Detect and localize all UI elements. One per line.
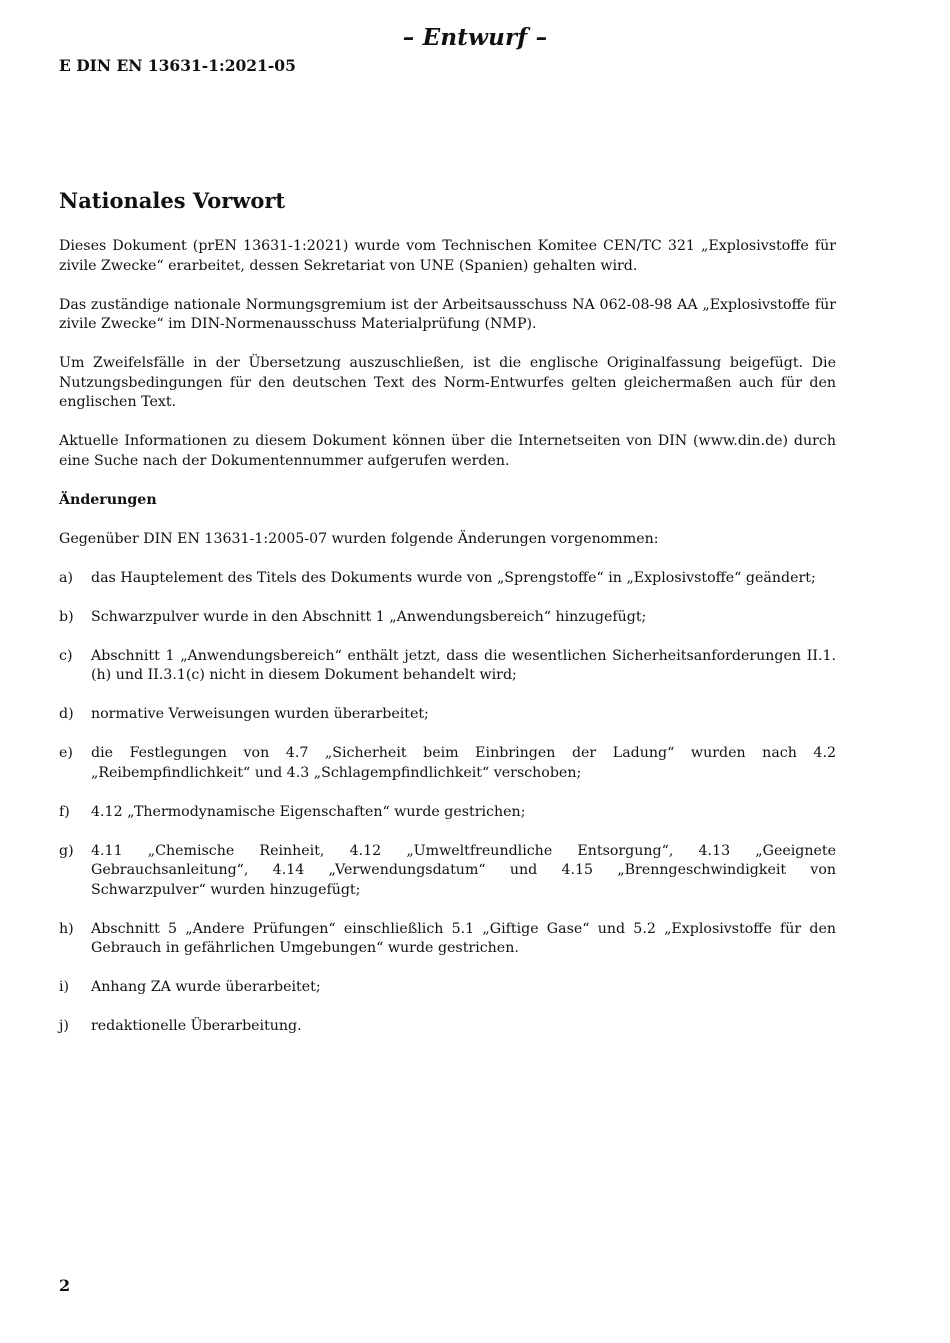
list-item-text: normative Verweisungen wurden überarbeitet; — [91, 706, 429, 722]
list-item-letter: g) — [59, 842, 74, 859]
list-item-text: Schwarzpulver wurde in den Abschnitt 1 „Anwendungsbereich“ hinzugefügt; — [91, 608, 647, 625]
list-item-text: die Festlegungen von 4.7 „Sicherheit beim Einbringen der Ladung“ wurden nach 4.2 „Reibempfindlichkeit“ und 4.3 „Schlagempfindlichkeit“ verschoben; — [91, 745, 836, 781]
paragraph: Um Zweifelsfälle in der Übersetzung auszuschließen, ist die englische Originalfassung beigefügt. Die Nutzungsbedingungen für den deutschen Text des Norm-Entwurfes gelten gleichermaßen auch für den englischen Text. — [59, 355, 836, 410]
list-item — [59, 569, 836, 589]
list-item-letter: d) — [59, 706, 74, 722]
list-item — [59, 978, 836, 998]
list-item — [59, 842, 836, 901]
list-item-letter: b) — [59, 608, 74, 625]
list-item-letter: c) — [59, 647, 73, 664]
paragraph: Das zuständige nationale Normungsgremium ist der Arbeitsausschuss NA 062-08-98 AA „Explosivstoffe für zivile Zwecke“ im DIN-Normenausschuss Materialprüfung (NMP). — [59, 296, 836, 332]
changes-intro: Gegenüber DIN EN 13631-1:2005-07 wurden folgende Änderungen vorgenommen: — [59, 530, 659, 547]
list-item-letter: h) — [59, 920, 74, 937]
list-item-text: Abschnitt 1 „Anwendungsbereich“ enthält jetzt, dass die wesentlichen Sicherheitsanforderungen II.1.(h) und II.3.1(c) nicht in diesem Dokument behandelt wird; — [91, 647, 836, 683]
list-item — [59, 647, 836, 686]
list-item-text: Anhang ZA wurde überarbeitet; — [91, 979, 321, 995]
paragraph: Aktuelle Informationen zu diesem Dokument können über die Internetseiten von DIN (www.din.de) durch eine Suche nach der Dokumentennummer aufgerufen werden. — [59, 433, 836, 469]
section-title: Nationales Vorwort — [59, 188, 286, 213]
document-id: E DIN EN 13631-1:2021-05 — [59, 56, 296, 75]
changes-list — [59, 569, 836, 1037]
page-number: 2 — [59, 1276, 71, 1295]
list-item-letter: a) — [59, 569, 73, 586]
list-item-letter: e) — [59, 745, 73, 761]
list-item-letter: f) — [59, 803, 70, 820]
paragraph: Dieses Dokument (prEN 13631-1:2021) wurde vom Technischen Komitee CEN/TC 321 „Explosivstoffe für zivile Zwecke“ erarbeitet, dessen Sekretariat von UNE (Spanien) gehalten wird. — [59, 238, 836, 274]
list-item-text: Abschnitt 5 „Andere Prüfungen“ einschließlich 5.1 „Giftige Gase“ und 5.2 „Explosivstoffe für den Gebrauch in gefährlichen Umgebungen“ wurde gestrichen. — [91, 920, 836, 956]
list-item — [59, 744, 836, 783]
list-item — [59, 1017, 836, 1037]
list-item-letter: i) — [59, 979, 70, 995]
document-body — [59, 187, 836, 1056]
draft-watermark-heading: – Entwurf – — [402, 24, 548, 51]
list-item-text: das Hauptelement des Titels des Dokuments wurde von „Sprengstoffe“ in „Explosivstoffe“ geändert; — [91, 569, 816, 586]
list-item — [59, 705, 836, 725]
list-item — [59, 803, 836, 823]
list-item — [59, 920, 836, 959]
list-item-text: 4.12 „Thermodynamische Eigenschaften“ wurde gestrichen; — [91, 803, 526, 820]
changes-heading: Änderungen — [59, 491, 157, 508]
list-item-letter: j) — [59, 1018, 69, 1034]
list-item-text: 4.11 „Chemische Reinheit, 4.12 „Umweltfreundliche Entsorgung“, 4.13 „Geeignete Gebrauchsanleitung“, 4.14 „Verwendungsdatum“ und 4.15 „Brenngeschwindigkeit von Schwarzpulver“ wurden hinzugefügt; — [91, 842, 836, 898]
list-item-text: redaktionelle Überarbeitung. — [91, 1018, 302, 1034]
list-item — [59, 608, 836, 628]
